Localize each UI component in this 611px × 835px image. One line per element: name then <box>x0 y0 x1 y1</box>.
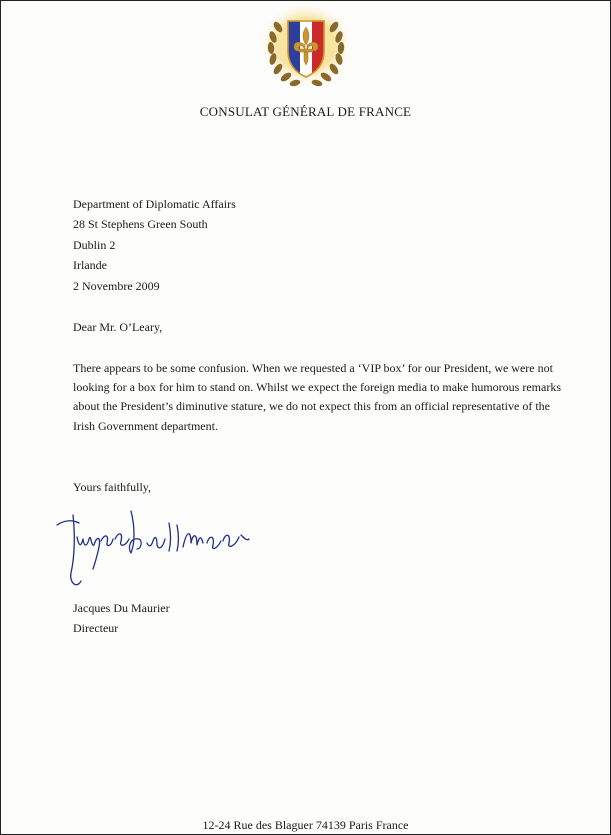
consulate-emblem-icon <box>256 5 356 97</box>
recipient-address <box>73 194 236 296</box>
letter-date: 2 Novembre 2009 <box>73 278 160 293</box>
signer-block <box>73 598 170 638</box>
address-line: Department of Diplomatic Affairs <box>73 197 236 211</box>
body-paragraph: There appears to be some confusion. When we requested a ‘VIP box’ for our President, we were not looking for a box for him to stand on. Whilst we expect the foreign media to make humorous remarks about the President’s diminutive stature, we do not expect this from an official representative of the Irish Government department. <box>73 361 561 433</box>
address-line: 28 St Stephens Green South <box>73 217 208 232</box>
signature-icon <box>51 503 251 595</box>
address-line: Irlande <box>73 258 107 273</box>
salutation: Dear Mr. O’Leary, <box>73 320 163 334</box>
signer-title: Directeur <box>73 621 119 635</box>
footer-address: 12-24 Rue des Blaguer 74139 Paris France <box>202 818 409 832</box>
org-name: CONSULAT GÉNÉRAL DE FRANCE <box>199 104 412 119</box>
signer-name: Jacques Du Maurier <box>73 601 170 615</box>
closing: Yours faithfully, <box>73 480 152 494</box>
address-line: Dublin 2 <box>73 237 116 252</box>
